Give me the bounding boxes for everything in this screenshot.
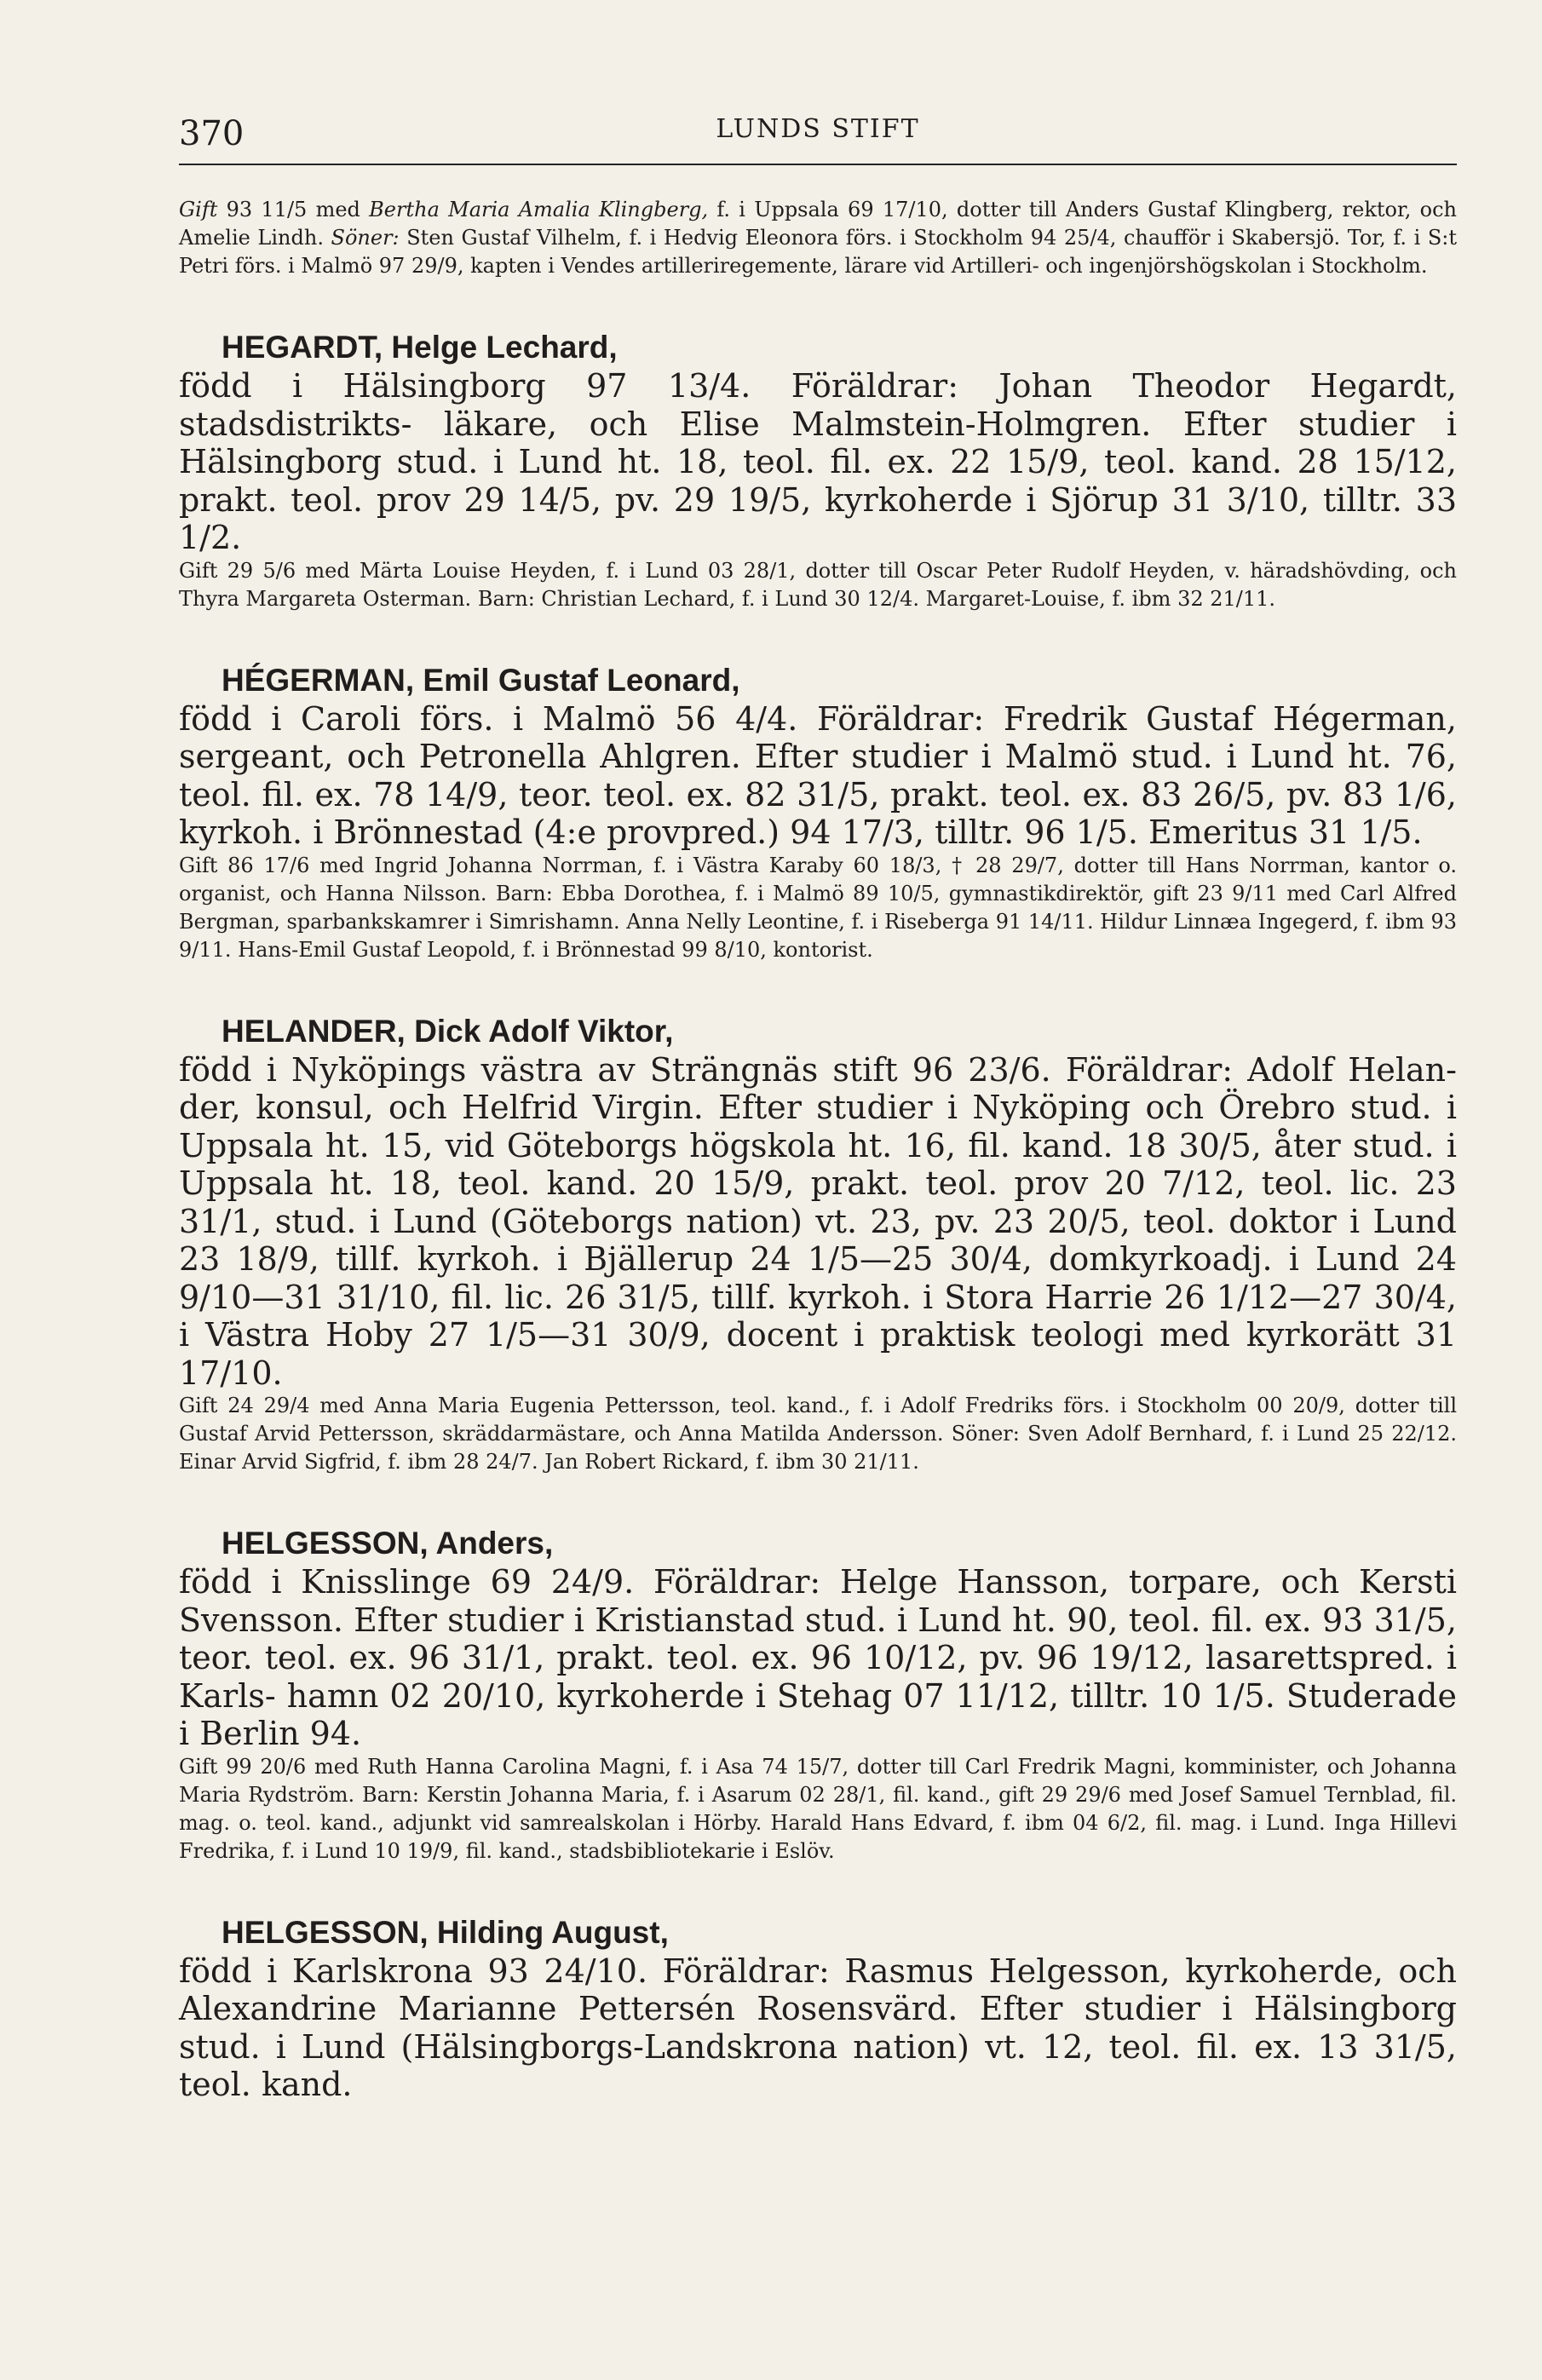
intro-family-paragraph: Gift 93 11/5 med Bertha Maria Amalia Klingberg, f. i Uppsala 69 17/10, dotter till Anders Gustaf Klingberg, rektor, och Amelie Lindh. Söner: Sten Gustaf Vilhelm, f. i Hedvig Eleonora förs. i Stockholm 94 25/4, chaufför i Skabersjö. Tor, f. i S:t Petri förs. i Malmö 97 29/9, kapten i Vendes artilleriregemente, lärare vid Artilleri- och ingenjörshögskolan i Stockholm.	[179, 198, 1458, 278]
entry-family: Gift 86 17/6 med Ingrid Johanna Norrman, f. i Västra Karaby 60 18/3, † 28 29/7, dotter till Hans Norrman, kantor o. organist, och Hanna Nilsson. Barn: Ebba Dorothea, f. i Malmö 89 10/5, gymnastikdirektör, gift 23 9/11 med Carl Alfred Bergman, sparbankskamrer i Simrishamn. Anna Nelly Leontine, f. i Riseberga 91 14/11. Hildur Linnæa Ingegerd, f. ibm 93 9/11. Hans-Emil Gustaf Leopold, f. i Brönnestad 99 8/10, kontorist.	[179, 853, 1457, 962]
entry-name: HELGESSON, Hilding August,	[222, 1914, 669, 1950]
entry-family: Gift 99 20/6 med Ruth Hanna Carolina Magni, f. i Asa 74 15/7, dotter till Carl Fredrik Magni, komminister, och Johanna Maria Rydström. Barn: Kerstin Johanna Maria, f. i Asarum 02 28/1, fil. kand., gift 29 29/6 med Josef Samuel Ternblad, fil. mag. o. teol. kand., adjunkt vid samrealskolan i Hörby. Harald Hans Edvard, f. ibm 04 6/2, fil. mag. i Lund. Inga Hillevi Fredrika, f. i Lund 10 19/9, fil. kand., stadsbibliotekarie i Eslöv.	[179, 1754, 1457, 1863]
entry-biography: född i Caroli förs. i Malmö 56 4/4. Föräldrar: Fredrik Gustaf Hégerman, sergeant, och Petronella Ahlgren. Efter studier i Malmö stud. i Lund ht. 76, teol. fil. ex. 78 14/9, teor. teol. ex. 82 31/5, prakt. teol. ex. 83 26/5, pv. 83 1/6, kyrkoh. i Brönnestad (4:e provpred.) 94 17/3, tilltr. 96 1/5. Emeritus 31 1/5.	[179, 699, 1457, 851]
running-title: LUNDS STIFT	[716, 114, 920, 144]
entry-name: HÉGERMAN, Emil Gustaf Leonard,	[222, 662, 740, 698]
entry-helgesson-hilding	[179, 1913, 1457, 2104]
entry-hegerman	[179, 661, 1457, 964]
entry-name: HELANDER, Dick Adolf Viktor,	[222, 1013, 674, 1049]
entry-family: Gift 24 29/4 med Anna Maria Eugenia Pettersson, teol. kand., f. i Adolf Fredriks förs. i Stockholm 00 20/9, dotter till Gustaf Arvid Pettersson, skräddarmästare, och Anna Matilda Andersson. Söner: Sven Adolf Bernhard, f. i Lund 25 22/12. Einar Arvid Sigfrid, f. ibm 28 24/7. Jan Robert Rickard, f. ibm 30 21/11.	[179, 1394, 1457, 1474]
page-header	[179, 102, 1457, 165]
entry-name: HEGARDT, Helge Lechard,	[222, 330, 618, 365]
entry-biography: född i Hälsingborg 97 13/4. Föräldrar: Johan Theodor Hegardt, stadsdistrikts- läkare, och Elise Malmstein-Holmgren. Efter studier i Hälsingborg stud. i Lund ht. 18, teol. fil. ex. 22 15/9, teol. kand. 28 15/12, prakt. teol. prov 29 14/5, pv. 29 19/5, kyrkoherde i Sjörup 31 3/10, tilltr. 33 1/2.	[179, 367, 1457, 556]
entry-biography: född i Karlskrona 93 24/10. Föräldrar: Rasmus Helgesson, kyrkoherde, och Alexandrine Marianne Pettersén Rosensvärd. Efter studier i Hälsingborg stud. i Lund (Hälsingborgs-Landskrona nation) vt. 12, teol. fil. ex. 13 31/5, teol. kand.	[179, 1952, 1457, 2103]
entry-biography: född i Knisslinge 69 24/9. Föräldrar: Helge Hansson, torpare, och Kersti Svensson. Efter studier i Kristianstad stud. i Lund ht. 90, teol. fil. ex. 93 31/5, teor. teol. ex. 96 31/1, prakt. teol. ex. 96 10/12, pv. 96 19/12, lasarettspred. i Karls- hamn 02 20/10, kyrkoherde i Stehag 07 11/12, tilltr. 10 1/5. Studerade i Berlin 94.	[179, 1563, 1457, 1752]
entry-hegardt	[179, 328, 1457, 613]
entry-family: Gift 29 5/6 med Märta Louise Heyden, f. i Lund 03 28/1, dotter till Oscar Peter Rudolf Heyden, v. häradshövding, och Thyra Margareta Osterman. Barn: Christian Lechard, f. i Lund 30 12/4. Margaret-Louise, f. ibm 32 21/11.	[179, 558, 1457, 611]
page-content	[179, 196, 1457, 2104]
entry-biography: född i Nyköpings västra av Strängnäs stift 96 23/6. Föräldrar: Adolf Helan- der, konsul, och Helfrid Virgin. Efter studier i Nyköping och Örebro stud. i Uppsala ht. 15, vid Göteborgs högskola ht. 16, fil. kand. 18 30/5, åter stud. i Uppsala ht. 18, teol. kand. 20 15/9, prakt. teol. prov 20 7/12, teol. lic. 23 31/1, stud. i Lund (Göteborgs nation) vt. 23, pv. 23 20/5, teol. doktor i Lund 23 18/9, tillf. kyrkoh. i Bjällerup 24 1/5—25 30/4, domkyrkoadj. i Lund 24 9/10—31 31/10, fil. lic. 26 31/5, tillf. kyrkoh. i Stora Harrie 26 1/12—27 30/4, i Västra Hoby 27 1/5—31 30/9, docent i praktisk teologi med kyrkorätt 31 17/10.	[179, 1050, 1457, 1392]
entry-helgesson-anders	[179, 1524, 1457, 1865]
entry-helander	[179, 1012, 1457, 1477]
page-number: 370	[179, 114, 245, 153]
entry-name: HELGESSON, Anders,	[222, 1526, 554, 1561]
